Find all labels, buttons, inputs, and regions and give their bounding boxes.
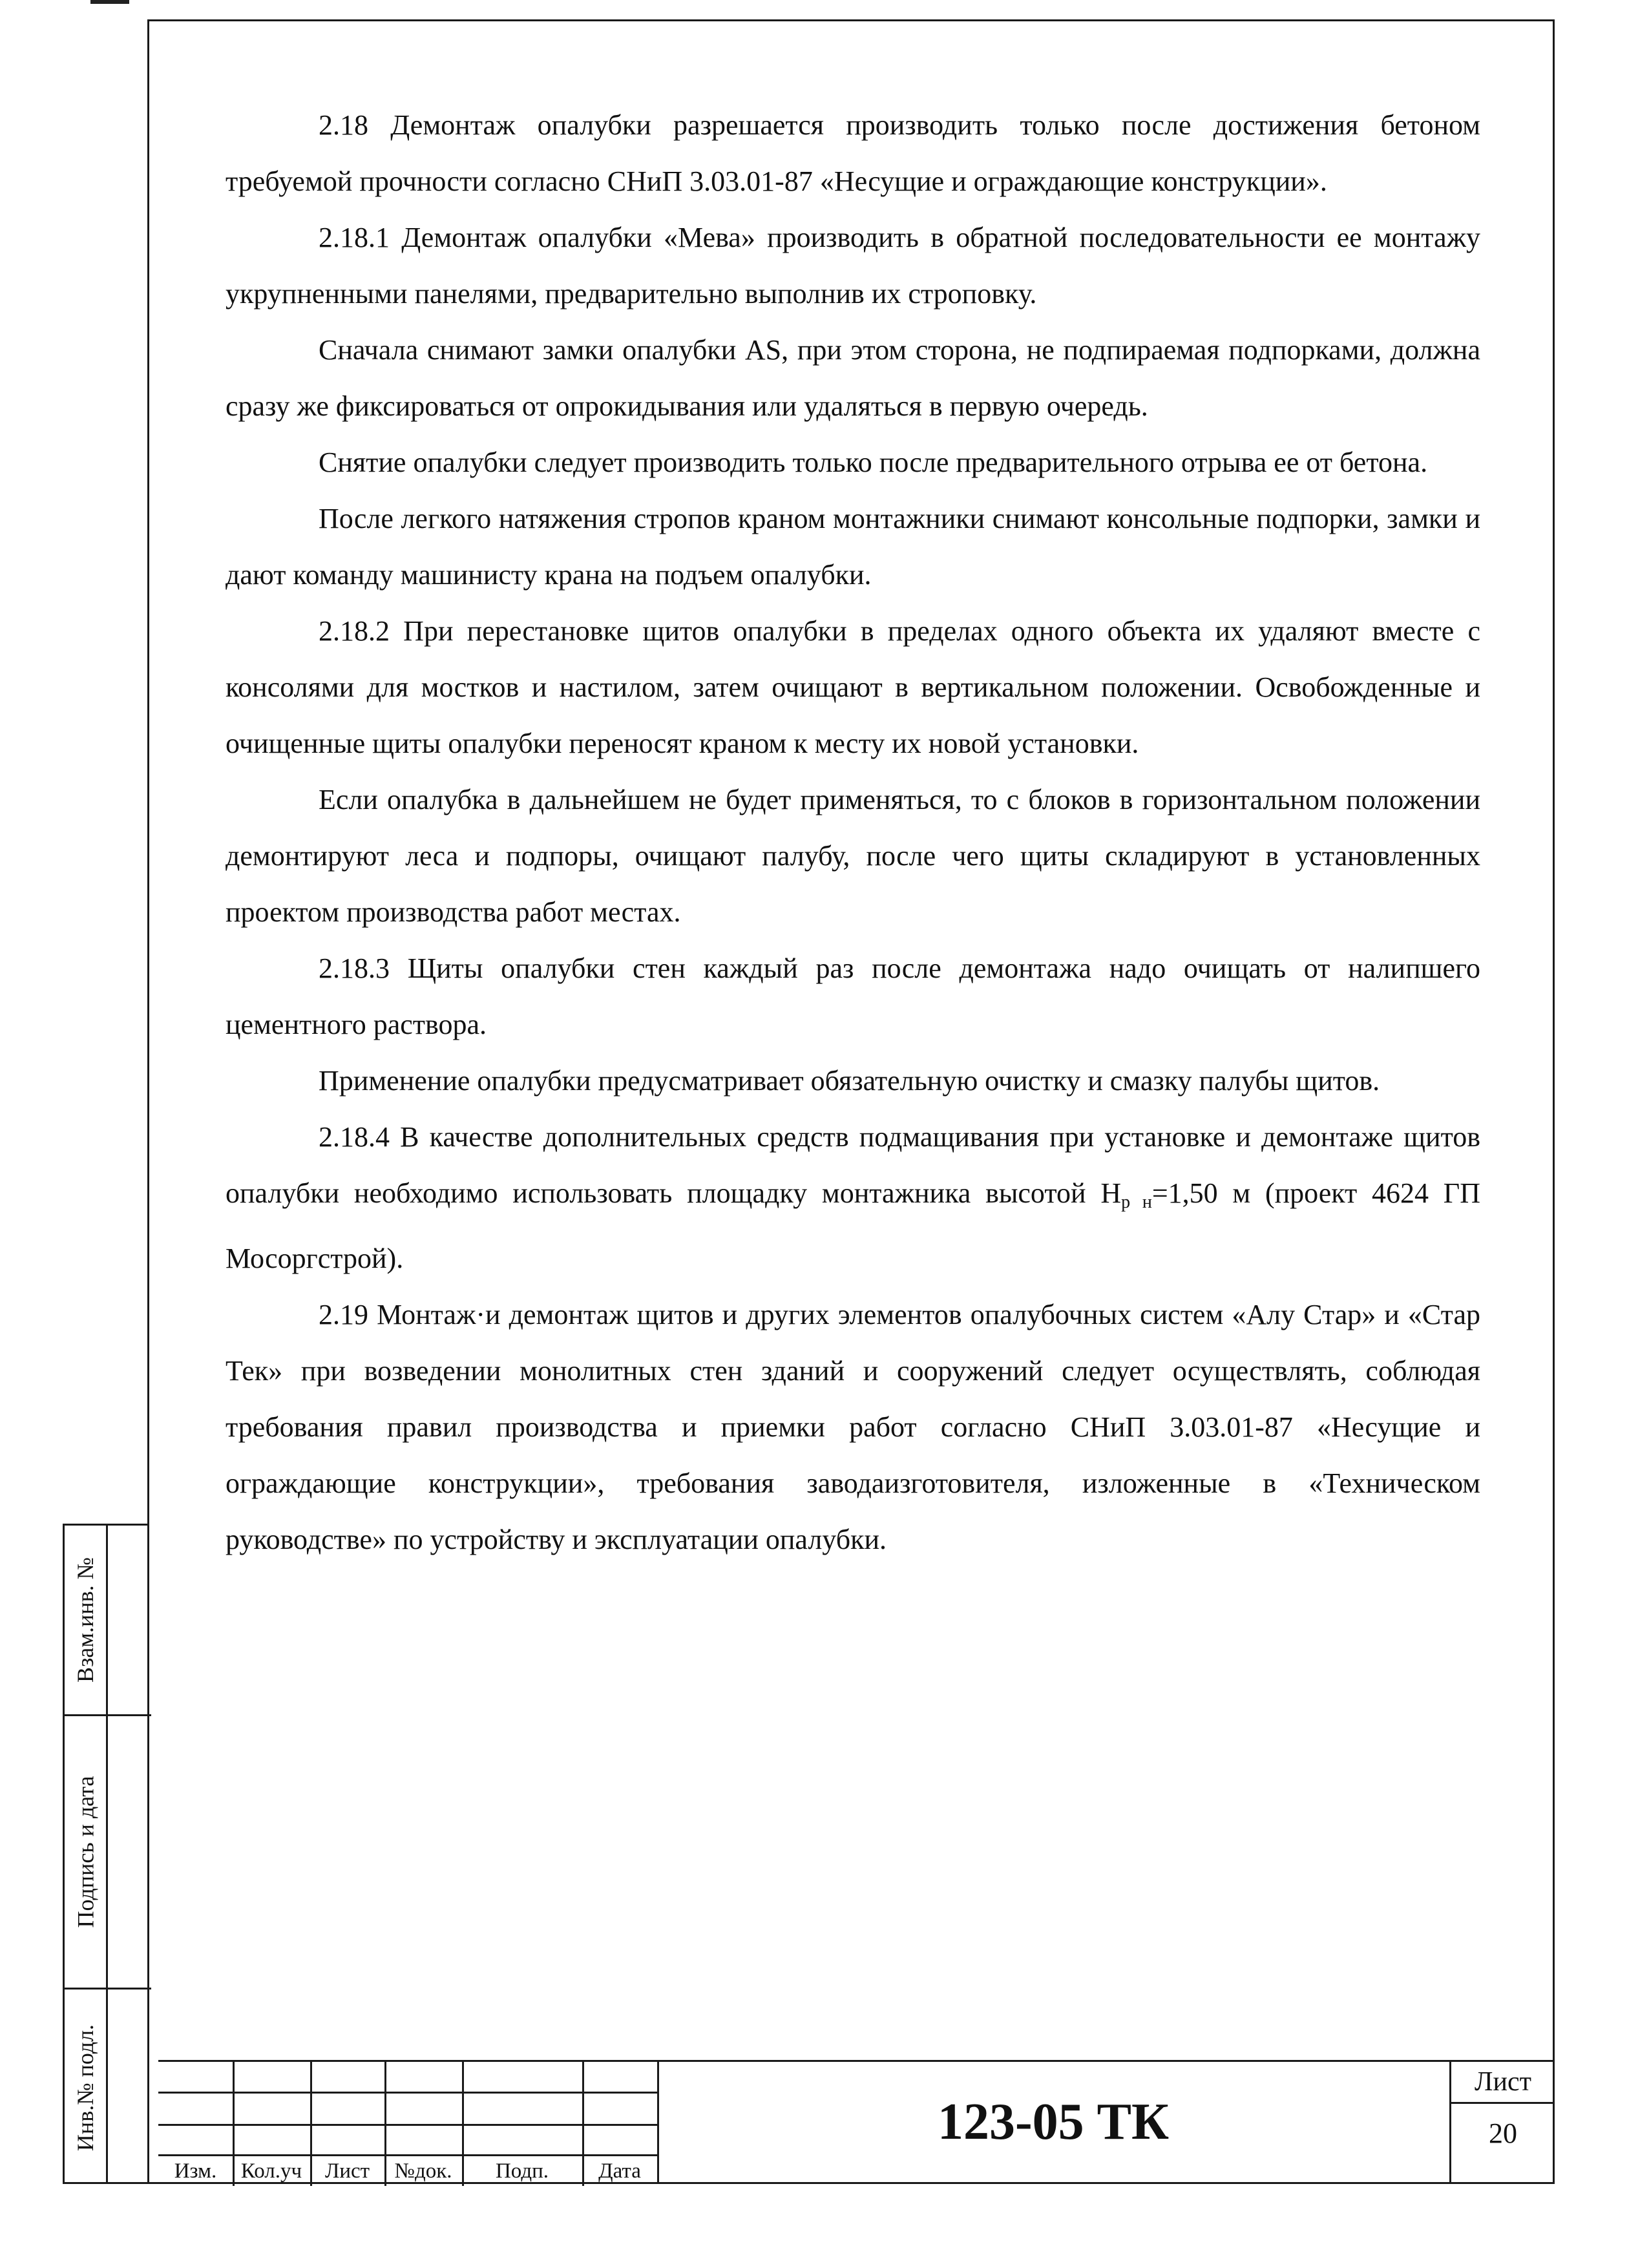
corner-mark [90,0,129,4]
height-value: =1,50 м (проект 4624 ГП Мосоргстрой). [226,1177,1480,1274]
column-header-sheet: Лист [324,2159,370,2183]
paragraph-cleaning: Применение опалубки предусматривает обязательную очистку и смазку палубы щитов. [319,1065,1380,1097]
original-inv-cell [65,1990,106,2186]
paragraph-removal: Снятие опалубки следует производить только после предварительного отрыва ее от бетона. [319,446,1428,478]
signature-date-label: Подпись и дата [72,1776,99,1928]
replacement-inv-label: Взам.инв. № [72,1557,98,1683]
column-header-date: Дата [598,2159,641,2183]
column-header-signature: Подп. [495,2159,549,2183]
paragraph-2-18-2: 2.18.2 При перестановке щитов опалубки в пределах одного объекта их удаляют вместе с консолями для мостков и настилом, затем очищают в вертикальном положении. Освобожденные и очищенные щиты опалубки переносят краном к месту их новой установки. [226,615,1480,759]
side-stamp [63,1524,149,2184]
column-header-revision: Изм. [174,2159,217,2183]
paragraph-as-locks: Сначала снимают замки опалубки AS, при этом сторона, не подпираемая подпорками, должна сразу же фиксироваться от опрокидывания или удаляться в первую очередь. [226,334,1480,422]
height-subscript: р н [1121,1192,1152,1212]
sheet-box [1449,2060,1555,2184]
title-block [158,2060,1555,2184]
document-body [226,97,1480,1568]
column-header-count: Кол.уч [240,2159,302,2183]
paragraph-2-19: 2.19 Монтаж·и демонтаж щитов и других элементов опалубочных систем «Алу Стар» и «Стар Тек» при возведении монолитных стен зданий и сооружений следует осуществлять, соблюдая требования правил производства и приемки работ согласно СНиП 3.03.01-87 «Несущие и ограждающие конструкции», требования заводаизготовителя, изложенные в «Техническом руководстве» по устройству и эксплуатации опалубки. [226,1299,1480,1555]
sheet-label: Лист [1451,2062,1555,2104]
paragraph-2-18: 2.18 Демонтаж опалубки разрешается производить только после достижения бетоном требуемой прочности согласно СНиП 3.03.01-87 «Несущие и ограждающие конструкции». [226,109,1480,197]
signature-date-cell [65,1716,106,1988]
sheet-number: 20 [1489,2117,1517,2149]
paragraph-2-18-4-text: 2.18.4 В качестве дополнительных средств подмащивания при установке и демонтаже щитов опалубки необходимо использовать площадку монтажника высотой [226,1121,1480,1209]
original-inv-label: Инв.№ подл. [72,2024,98,2152]
height-symbol: H [1100,1177,1122,1209]
paragraph-storage: Если опалубка в дальнейшем не будет применяться, то с блоков в горизонтальном положении демонтируют леса и подпоры, очищают палубу, после чего щиты складируют в установленных проектом производства работ местах. [226,784,1480,928]
revision-grid [158,2060,657,2184]
paragraph-2-18-3: 2.18.3 Щиты опалубки стен каждый раз после демонтажа надо очищать от налипшего цементного раствора. [226,952,1480,1040]
document-code: 123-05 ТК [937,2093,1169,2150]
replacement-inv-cell [65,1526,106,1714]
paragraph-2-18-4 [226,1109,1480,1286]
paragraph-2-18-1: 2.18.1 Демонтаж опалубки «Мева» производить в обратной последовательности ее монтажу укрупненными панелями, предварительно выполнив их строповку. [226,222,1480,310]
side-stamp-divider [106,1526,108,2182]
paragraph-crane: После легкого натяжения стропов краном монтажники снимают консольные подпорки, замки и дают команду машинисту крана на подъем опалубки. [226,503,1480,591]
column-header-doc-number: №док. [394,2159,452,2183]
